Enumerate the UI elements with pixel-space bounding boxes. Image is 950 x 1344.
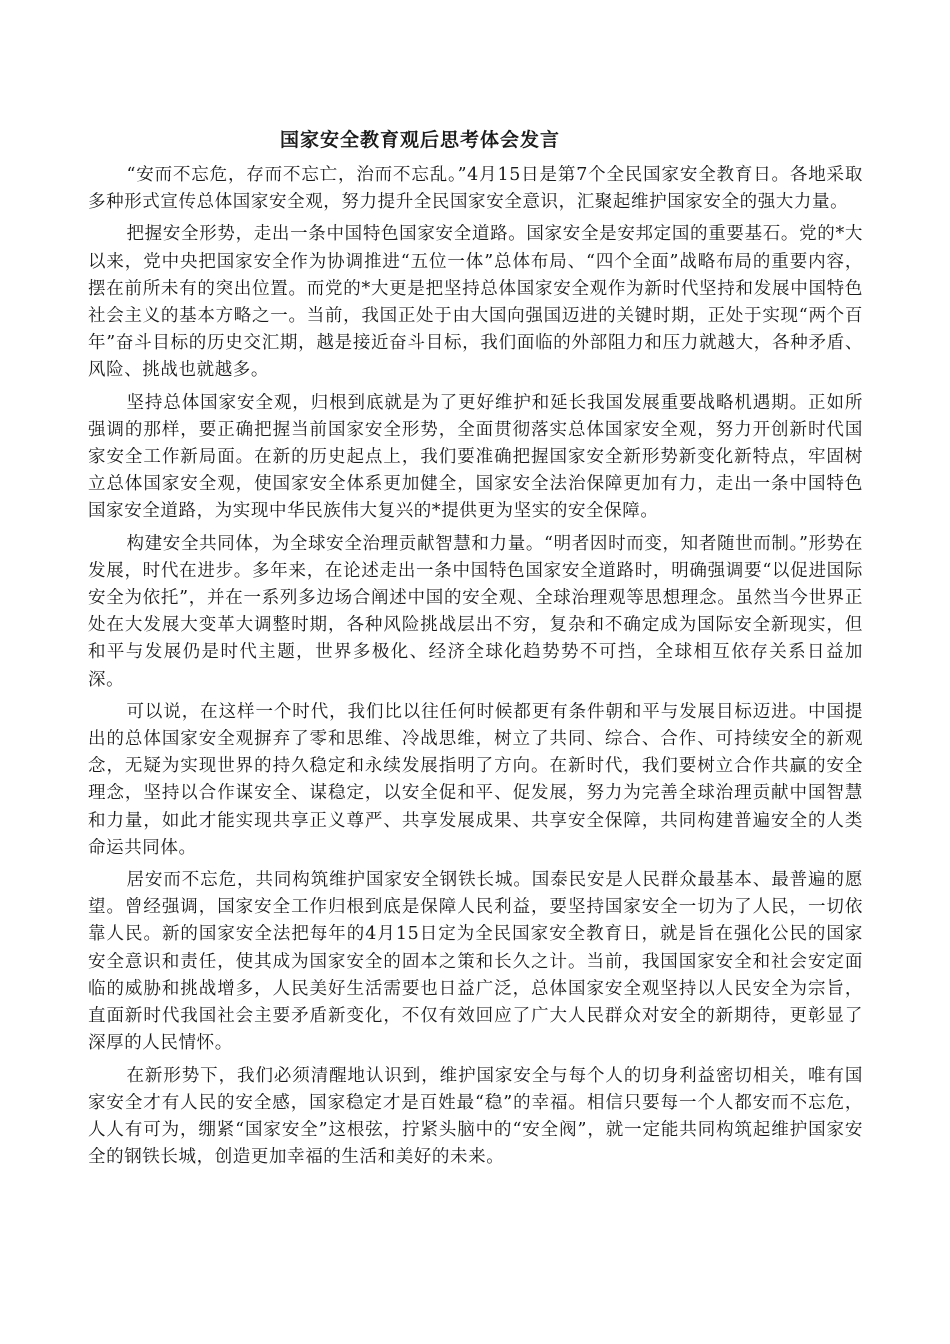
paragraph-security-situation: 把握安全形势，走出一条中国特色国家安全道路。国家安全是安邦定国的重要基石。党的*大以来，党中央把国家安全作为协调推进“五位一体”总体布局、“四个全面”战略布局的重要内容，摆在前所未有的突出位置。而党的*大更是把坚持总体国家安全观作为新时代坚持和发展中国特色社会主义的基本方略之一。当前，我国正处于由大国向强国迈进的关键时期，正处于实现“两个百年”奋斗目标的历史交汇期，越是接近奋斗目标，我们面临的外部阻力和压力就越大，各种矛盾、风险、挑战也就越多。 [88, 224, 863, 381]
paragraph-great-wall: 居安而不忘危，共同构筑维护国家安全钢铁长城。国泰民安是人民群众最基本、最普遍的愿望。曾经强调，国家安全工作归根到底是保障人民利益，要坚持国家安全一切为了人民，一切依靠人民。新的国家安全法把每年的4月15日定为全民国家安全教育日，就是旨在强化公民的国家安全意识和责任，使其成为国家安全的固本之策和长久之计。当前，我国国家安全和社会安定面临的威胁和挑战增多，人民美好生活需要也日益广泛，总体国家安全观坚持以人民安全为宗旨，直面新时代我国社会主要矛盾新变化，不仅有效回应了广大人民群众对安全的新期待，更彰显了深厚的人民情怀。 [88, 870, 863, 1054]
document-body [88, 126, 863, 1176]
paragraph-holistic-security: 坚持总体国家安全观，归根到底就是为了更好维护和延长我国发展重要战略机遇期。正如所强调的那样，要正确把握当前国家安全形势，全面贯彻落实总体国家安全观，努力开创新时代国家安全工作新局面。在新的历史起点上，我们要准确把握国家安全新形势新变化新特点，牢固树立总体国家安全观，使国家安全体系更加健全，国家安全法治保障更加有力，走出一条中国特色国家安全道路，为实现中华民族伟大复兴的*提供更为坚实的安全保障。 [88, 392, 863, 522]
paragraph-intro: “安而不忘危，存而不忘亡，治而不忘乱。”4月15日是第7个全民国家安全教育日。各地采取多种形式宣传总体国家安全观，努力提升全民国家安全意识，汇聚起维护国家安全的强大力量。 [88, 165, 863, 213]
document-title: 国家安全教育观后思考体会发言 [280, 129, 561, 151]
paragraph-security-community: 构建安全共同体，为全球安全治理贡献智慧和力量。“明者因时而变，知者随世而制。”形势在发展，时代在进步。多年来，在论述走出一条中国特色国家安全道路时，明确强调要“以促进国际安全为依托”，并在一系列多边场合阐述中国的安全观、全球治理观等思想理念。虽然当今世界正处在大发展大变革大调整时期，各种风险挑战层出不穷，复杂和不确定成为国际安全新现实，但和平与发展仍是时代主题，世界多极化、经济全球化趋势势不可挡，全球相互依存关系日益加深。 [88, 533, 863, 690]
paragraph-conclusion: 在新形势下，我们必须清醒地认识到，维护国家安全与每个人的切身利益密切相关，唯有国家安全才有人民的安全感，国家稳定才是百姓最“稳”的幸福。相信只要每一个人都安而不忘危，人人有可为，绷紧“国家安全”这根弦，拧紧头脑中的“安全阀”，就一定能共同构筑起维护国家安全的钢铁长城，创造更加幸福的生活和美好的未来。 [88, 1065, 863, 1168]
paragraph-peace-development: 可以说，在这样一个时代，我们比以往任何时候都更有条件朝和平与发展目标迈进。中国提出的总体国家安全观摒弃了零和思维、冷战思维，树立了共同、综合、合作、可持续安全的新观念，无疑为实现世界的持久稳定和永续发展指明了方向。在新时代，我们要树立合作共赢的安全理念，坚持以合作谋安全、谋稳定，以安全促和平、促发展，努力为完善全球治理贡献中国智慧和力量，如此才能实现共享正义尊严、共享发展成果、共享安全保障，共同构建普遍安全的人类命运共同体。 [88, 701, 863, 858]
